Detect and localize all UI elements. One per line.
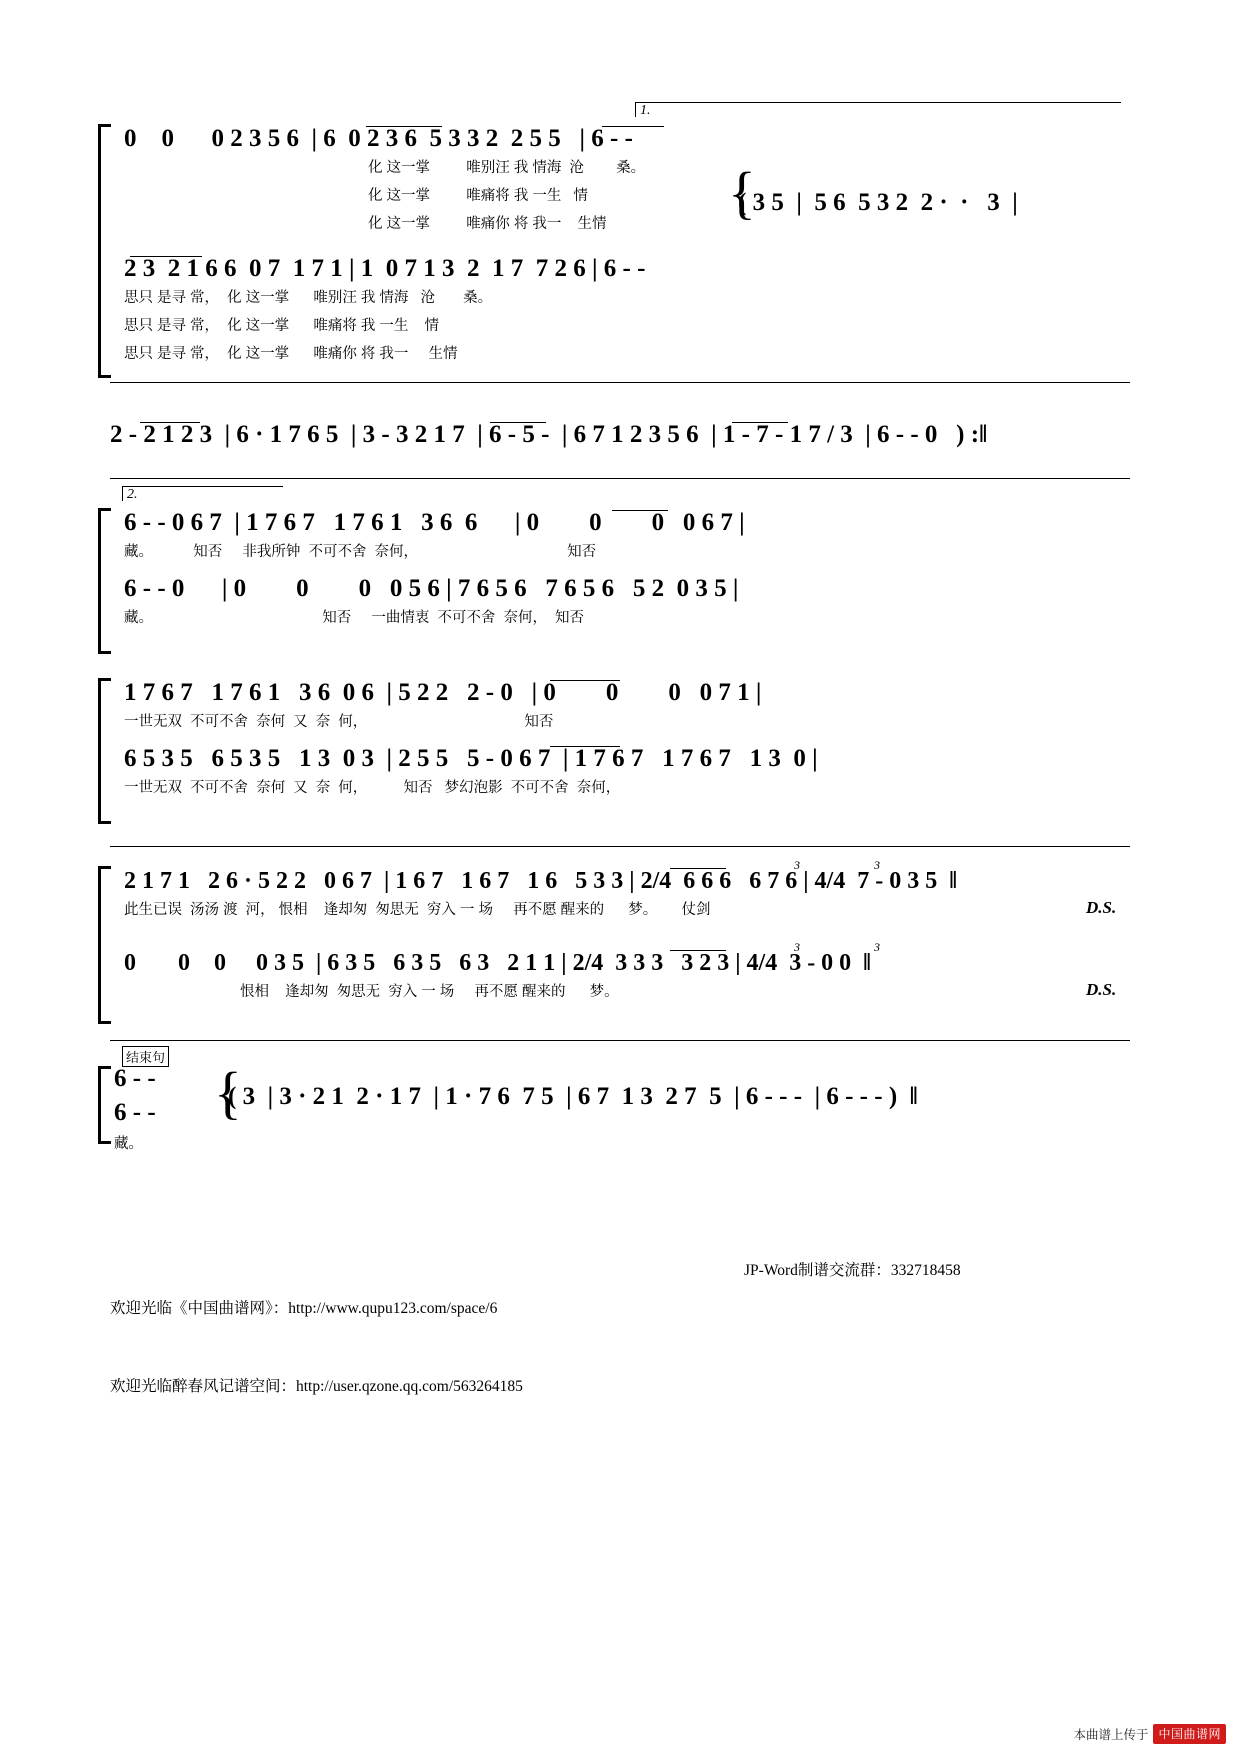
system1-upper-lyric-1: 化 这一掌 唯别汪 我 情海 沧 桑。 [368,160,646,176]
system2-notes: 2 - 2 1 2 3 | 6 · 1 7 6 5 | 3 - 3 2 1 7 | 6 - 5 - | 6 7 1 2 3 5 6 | 1 - 7 - 1 7 / 3 | 6 - - 0 ) :‖ [110,421,988,448]
system3-upper-notes: 6 - - 0 6 7 | 1 7 6 7 1 7 6 1 3 6 6 | 0 0 0 0 6 7 | [124,509,745,536]
system1-lower-lyric-2: 思只 是寻 常， 化 这一掌 唯痛将 我 一生 情 [124,318,439,334]
footer-right: JP-Word制谱交流群：332718458 [744,1262,961,1279]
system4-upper-notes: 1 7 6 7 1 7 6 1 3 6 0 6 | 5 2 2 2 - 0 | 0 0 0 0 7 1 | [124,679,762,706]
system1-upper-notes: 0 0 0 2 3 5 6 | 6 0 2 3 6 5 3 3 2 2 5 5 | 6 - - [124,125,633,152]
triplet-marker: 3 [874,940,880,954]
volta-bracket-1 [635,102,1121,117]
qupu-logo-icon [1153,1724,1226,1744]
credit-text: 本曲谱上传于 [1073,1728,1149,1742]
triplet-marker: 3 [794,858,800,872]
system5-lower-lyrics: 恨相 逢却匆 匆思无 穷入 一 场 再不愿 醒来的 梦。 [240,984,619,1000]
staff-brace-5 [98,1066,111,1144]
footer-left [110,1244,523,1452]
volta-label-2: 2. [127,487,138,502]
slur-deco [366,126,442,127]
phrase-open-paren: { [728,160,756,225]
triplet-marker: 3 [794,940,800,954]
volta-bracket-2 [122,486,283,501]
coda-open-paren: { [214,1060,242,1125]
system-divider-4 [110,1040,1130,1041]
slur-deco [550,680,620,681]
slur-deco [670,950,726,951]
system5-lower-notes: 0 0 0 0 3 5 | 6 3 5 6 3 5 6 3 2 1 1 | 2/4 3 3 3 3 2 3 | 4/4 3 - 0 0 ‖ [124,950,871,976]
system-divider-2 [110,478,1130,479]
staff-brace-2 [98,508,111,654]
system4-lower-lyrics: 一世无双 不可不舍 奈何 又 奈 何， 知否 梦幻泡影 不可不舍 奈何， [124,780,621,796]
slur-deco [612,510,668,511]
system3-upper-lyrics: 藏。 知否 非我所钟 不可不舍 奈何， 知否 [124,544,597,560]
system6-lower-notes: 6 - - [114,1099,156,1126]
staff-brace-4 [98,866,111,1024]
volta-label-1: 1. [640,103,651,118]
footer-line-2: 欢迎光临醉春风记谱空间：http://user.qzone.qq.com/563264185 [110,1378,523,1395]
system5-upper-lyrics: 此生已误 汤汤 渡 河， 恨相 逢却匆 匆思无 穷入 一 场 再不愿 醒来的 梦。 仗剑 [124,902,711,918]
system6-lower-lyrics: 藏。 [114,1136,143,1152]
ending-section-label: 结束句 [122,1046,169,1067]
system5-lower-ds: D.S. [1086,980,1117,999]
footer-line-1: 欢迎光临《中国曲谱网》：http://www.qupu123.com/space/6 [110,1300,498,1317]
system6-upper-notes: 6 - - [114,1065,156,1092]
system3-lower-lyrics: 藏。 知否 一曲情衷 不可不舍 奈何， 知否 [124,610,585,626]
system5-upper-notes: 2 1 7 1 2 6 · 5 2 2 0 6 7 | 1 6 7 1 6 7 1 6 5 3 3 | 2/4 6 6 6 6 7 6 | 4/4 7 - 0 3 5 ‖ [124,868,957,894]
system1-ending-notes: ( 3 5 | 5 6 5 3 2 2 · · 3 | [738,189,1018,216]
system1-lower-lyric-3: 思只 是寻 常， 化 这一掌 唯痛你 将 我一 生情 [124,346,458,362]
slur-deco [130,256,202,257]
slur-deco [732,422,788,423]
system1-lower-lyric-1: 思只 是寻 常， 化 这一掌 唯别汪 我 情海 沧 桑。 [124,290,493,306]
staff-brace-1 [98,124,111,378]
system1-lower-notes: 2 3 2 1 6 6 0 7 1 7 1 | 1 0 7 1 3 2 1 7 7 2 6 | 6 - - [124,255,646,282]
triplet-marker: 3 [874,858,880,872]
slur-deco [670,868,726,869]
slur-deco [550,746,620,747]
slur-deco [490,422,546,423]
system4-upper-lyrics: 一世无双 不可不舍 奈何 又 奈 何， 知否 [124,714,554,730]
site-credit [1073,1724,1226,1744]
slur-deco [602,126,664,127]
system1-upper-lyric-2: 化 这一掌 唯痛将 我 一生 情 [368,188,588,204]
system4-lower-notes: 6 5 3 5 6 5 3 5 1 3 0 3 | 2 5 5 5 - 0 6 7 | 1 7 6 7 1 7 6 7 1 3 0 | [124,745,818,772]
staff-brace-3 [98,678,111,824]
system3-lower-notes: 6 - - 0 | 0 0 0 0 5 6 | 7 6 5 6 7 6 5 6 5 2 0 3 5 | [124,575,739,602]
system1-upper-lyric-3: 化 这一掌 唯痛你 将 我一 生情 [368,216,607,232]
system5-upper-ds: D.S. [1086,898,1117,917]
system6-coda-notes: ( 3 | 3 · 2 1 2 · 1 7 | 1 · 7 6 7 5 | 6 7 1 3 2 7 5 | 6 - - - | 6 - - - ) ‖ [228,1083,918,1110]
system-divider-3 [110,846,1130,847]
slur-deco [140,422,200,423]
credit-logo-label: 中国曲谱网 [1158,1727,1221,1741]
system-divider-1 [110,382,1130,383]
